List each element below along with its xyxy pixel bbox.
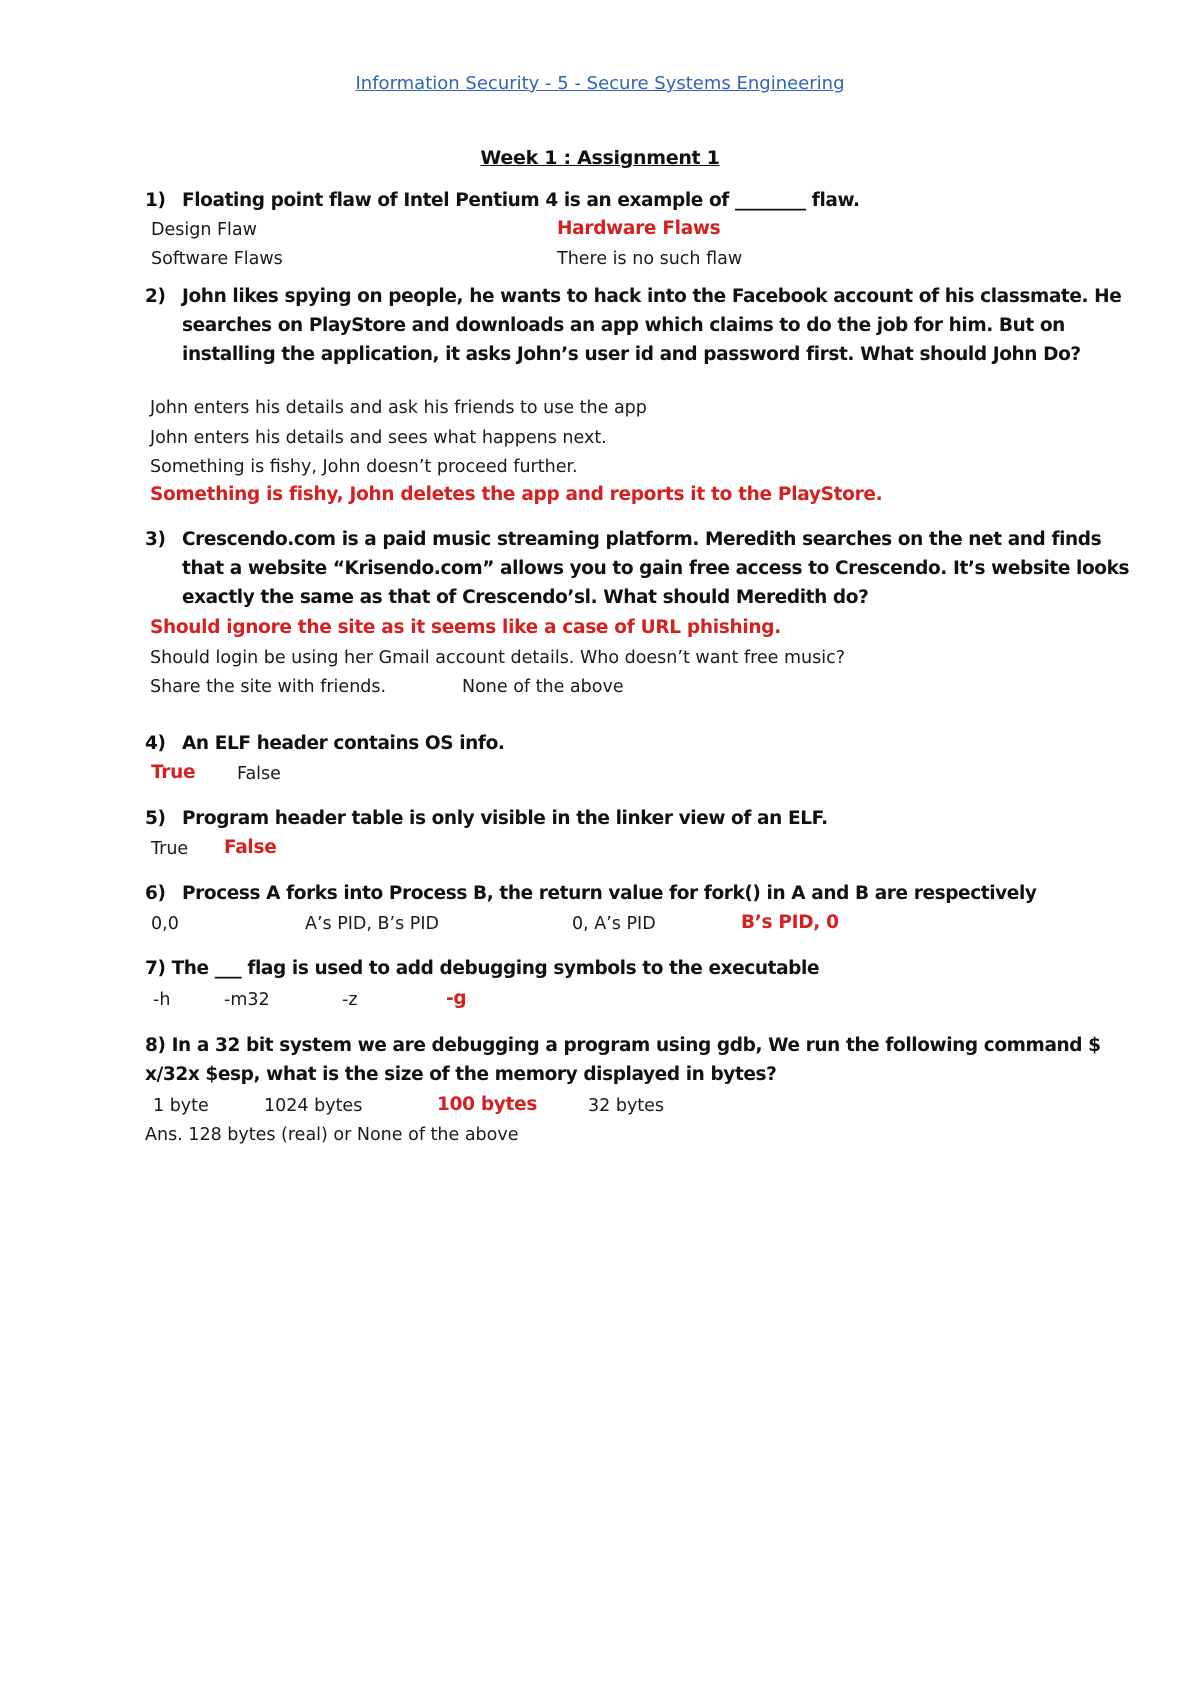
correct-answer-3: Should ignore the site as it seems like a case of URL phishing.: [150, 617, 781, 638]
course-title-link[interactable]: Information Security - 5 - Secure Systems Engineering: [355, 73, 845, 94]
question-4: [0, 733, 1200, 757]
option-6a: 0,0: [151, 914, 179, 934]
option-4b: False: [237, 764, 281, 784]
question-3: [0, 529, 1200, 617]
question-text: Process A forks into Process B, the return value for fork() in A and B are respectively: [182, 883, 1037, 904]
question-1: [0, 190, 1200, 214]
question-number: 1): [145, 190, 166, 211]
option-3c: Share the site with friends.: [150, 677, 387, 697]
question-text-line: Crescendo.com is a paid music streaming platform. Meredith searches on the net and finds: [182, 529, 1102, 550]
option-8a: 1 byte: [153, 1096, 209, 1116]
option-7c: -z: [342, 990, 358, 1010]
correct-answer-1: Hardware Flaws: [557, 218, 721, 239]
option-7b: -m32: [224, 990, 270, 1010]
question-text-line: exactly the same as that of Crescendo’sl. What should Meredith do?: [182, 587, 869, 608]
option-6b: A’s PID, B’s PID: [305, 914, 439, 934]
question-8-line-2: x/32x $esp, what is the size of the memory displayed in bytes?: [145, 1064, 777, 1085]
option-1c: Software Flaws: [151, 249, 283, 269]
question-text: Program header table is only visible in the linker view of an ELF.: [182, 808, 828, 829]
question-text: Floating point flaw of Intel Pentium 4 is an example of ________ flaw.: [182, 190, 860, 211]
option-3d: None of the above: [462, 677, 624, 697]
option-5a: True: [151, 839, 189, 859]
question-text: An ELF header contains OS info.: [182, 733, 505, 754]
question-text-line: John likes spying on people, he wants to hack into the Facebook account of his classmate. He: [182, 286, 1122, 307]
option-3b: Should login be using her Gmail account details. Who doesn’t want free music?: [150, 648, 846, 668]
option-2a: John enters his details and ask his friends to use the app: [150, 398, 647, 418]
question-text-line: searches on PlayStore and downloads an app which claims to do the job for him. But on: [182, 315, 1065, 336]
correct-answer-2: Something is fishy, John deletes the app and reports it to the PlayStore.: [150, 484, 883, 505]
option-2c: Something is fishy, John doesn’t proceed further.: [150, 457, 578, 477]
question-text-line: that a website “Krisendo.com” allows you to gain free access to Crescendo. It’s website looks: [182, 558, 1130, 579]
question-8-line-1: 8) In a 32 bit system we are debugging a program using gdb, We run the following command $: [145, 1035, 1101, 1056]
question-2: [0, 286, 1200, 374]
question-text-line: installing the application, it asks John’s user id and password first. What should John Do?: [182, 344, 1081, 365]
option-8d: 32 bytes: [588, 1096, 665, 1116]
question-5: [0, 808, 1200, 832]
option-1d: There is no such flaw: [557, 249, 743, 269]
question-6: [0, 883, 1200, 907]
option-8b: 1024 bytes: [264, 1096, 363, 1116]
option-6c: 0, A’s PID: [572, 914, 656, 934]
correct-answer-8: 100 bytes: [437, 1094, 538, 1115]
answer-note: Ans. 128 bytes (real) or None of the above: [145, 1125, 519, 1145]
correct-answer-7: -g: [446, 988, 467, 1009]
question-number: 3): [145, 529, 166, 550]
option-7a: -h: [153, 990, 171, 1010]
question-number: 5): [145, 808, 166, 829]
assignment-title: Week 1 : Assignment 1: [480, 147, 720, 169]
option-1a: Design Flaw: [151, 220, 257, 240]
question-number: 4): [145, 733, 166, 754]
question-7-text: 7) The ___ flag is used to add debugging symbols to the executable: [145, 958, 820, 979]
option-2b: John enters his details and sees what happens next.: [150, 428, 607, 448]
correct-answer-6: B’s PID, 0: [741, 912, 839, 933]
question-number: 6): [145, 883, 166, 904]
correct-answer-5: False: [224, 837, 277, 858]
question-number: 2): [145, 286, 166, 307]
correct-answer-4: True: [151, 762, 196, 783]
